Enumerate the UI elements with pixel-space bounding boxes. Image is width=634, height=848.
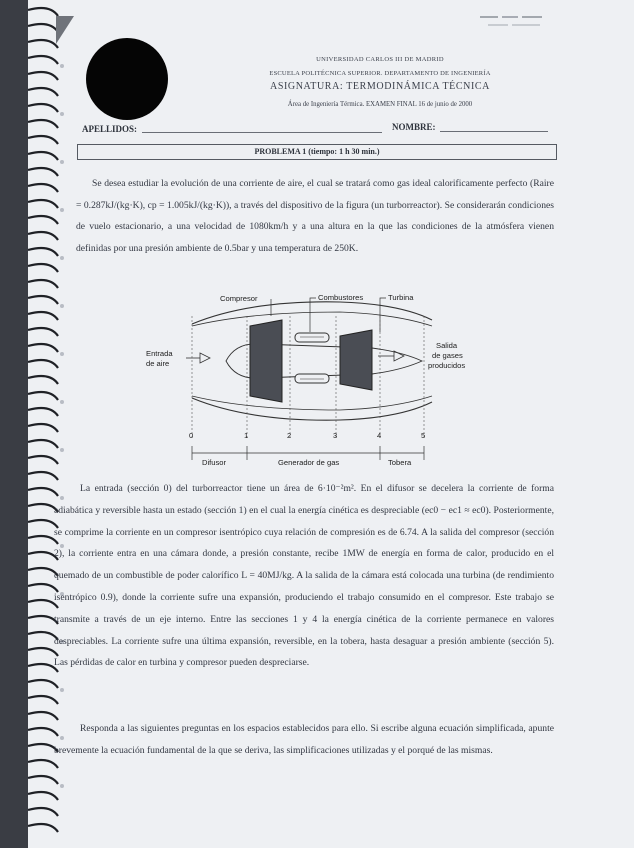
label-compresor: Compresor bbox=[220, 294, 258, 303]
combustor-bottom bbox=[295, 374, 329, 383]
turbojet-diagram bbox=[140, 286, 480, 472]
label-tobera: Tobera bbox=[388, 458, 412, 467]
label-de-aire: de aire bbox=[146, 359, 170, 368]
label-entrada: Entrada bbox=[146, 349, 173, 358]
subject-title: ASIGNATURA: TERMODINÁMICA TÉCNICA bbox=[270, 81, 490, 92]
nacelle-bottom bbox=[192, 398, 432, 420]
faint-stamp-mark bbox=[478, 12, 548, 30]
section-5: 5 bbox=[421, 431, 426, 440]
label-producidos: producidos bbox=[428, 361, 466, 370]
compressor-block bbox=[250, 320, 282, 402]
combustores-leader bbox=[310, 298, 316, 332]
problem-title: PROBLEMA 1 (tiempo: 1 h 30 min.) bbox=[77, 144, 557, 160]
surname-label: APELLIDOS: bbox=[82, 124, 138, 134]
combustor-top bbox=[295, 333, 329, 342]
section-4: 4 bbox=[377, 431, 382, 440]
name-field[interactable] bbox=[440, 131, 548, 132]
instructions-paragraph: Responda a las siguientes preguntas en los espacios establecidos para ello. Si escribe alguna ecuación simplificada, apunte brevemente la ecuación fundamental de la que se deriva, las simplificaciones utilizadas y el porqué de las mismas. bbox=[54, 723, 554, 756]
section-3: 3 bbox=[333, 431, 338, 440]
university-name: UNIVERSIDAD CARLOS III DE MADRID bbox=[316, 56, 444, 63]
redaction-circle bbox=[86, 38, 168, 120]
label-de-gases: de gases bbox=[432, 351, 463, 360]
nacelle-bottom-inner bbox=[192, 396, 432, 410]
name-label: NOMBRE: bbox=[392, 122, 436, 132]
body-paragraph: La entrada (sección 0) del turborreactor tiene un área de 6·10⁻²m². En el difusor se decelera la corriente de forma adiabática y reversible hasta un estado (sección 1) en el cual la energía cinética es despreciable (ec0 − ec1 ≈ ec0). Posteriormente, se comprime la corriente en un compresor isentrópico cuya relación de compresión es de 6.74. A la salida del compresor (sección 2), la corriente entra en una cámara donde, a presión constante, recibe 1MW de energía en forma de calor, producido en el quemado de un combustible de poder calorífico L = 40MJ/kg. A la salida de la cámara está colocada una turbina (de rendimiento isentrópico 0.9), donde la corriente sufre una expansión, produciendo el trabajo consumido en el compresor. Este trabajo se transmite a través de un eje interno. Entre las secciones 1 y 4 la energía cinética de la corriente permanece en valores despreciables. La corriente sufre una última expansión, reversible, en la tobera, hasta desaguar a presión ambiente (sección 5). Las pérdidas de calor en turbina y compresor pueden despreciarse. bbox=[54, 483, 554, 669]
section-2: 2 bbox=[287, 431, 292, 440]
school-name: ESCUELA POLITÉCNICA SUPERIOR. DEPARTAMENTO DE INGENIERÍA bbox=[269, 70, 491, 77]
nacelle-top-inner bbox=[192, 312, 432, 326]
section-1: 1 bbox=[244, 431, 249, 440]
label-combustores: Combustores bbox=[318, 293, 364, 302]
surname-field[interactable] bbox=[142, 132, 382, 133]
corner-mark bbox=[56, 16, 74, 44]
exam-info: Área de Ingeniería Térmica. EXAMEN FINAL 16 de junio de 2000 bbox=[287, 101, 473, 108]
nacelle-top bbox=[192, 302, 432, 324]
label-turbina: Turbina bbox=[388, 293, 414, 302]
label-difusor: Difusor bbox=[202, 458, 227, 467]
label-generador: Generador de gas bbox=[278, 458, 340, 467]
section-0: 0 bbox=[189, 431, 194, 440]
inlet-arrow-head bbox=[200, 353, 210, 363]
intro-paragraph: Se desea estudiar la evolución de una corriente de aire, el cual se tratará como gas ideal calorificamente perfecto (Raire = 0.287kJ/(kg·K), cp = 1.005kJ/(kg·K)), a través del dispositivo de la figura (un turborreactor). Se considerarán condiciones de vuelo estacionario, a una velocidad de 1080km/h y a una altura en la que las condiciones de la atmósfera vienen definidas por una presión ambiente de 0.5bar y una temperatura de 250K. bbox=[76, 178, 554, 255]
label-salida: Salida bbox=[436, 341, 458, 350]
turbine-block bbox=[340, 330, 372, 390]
